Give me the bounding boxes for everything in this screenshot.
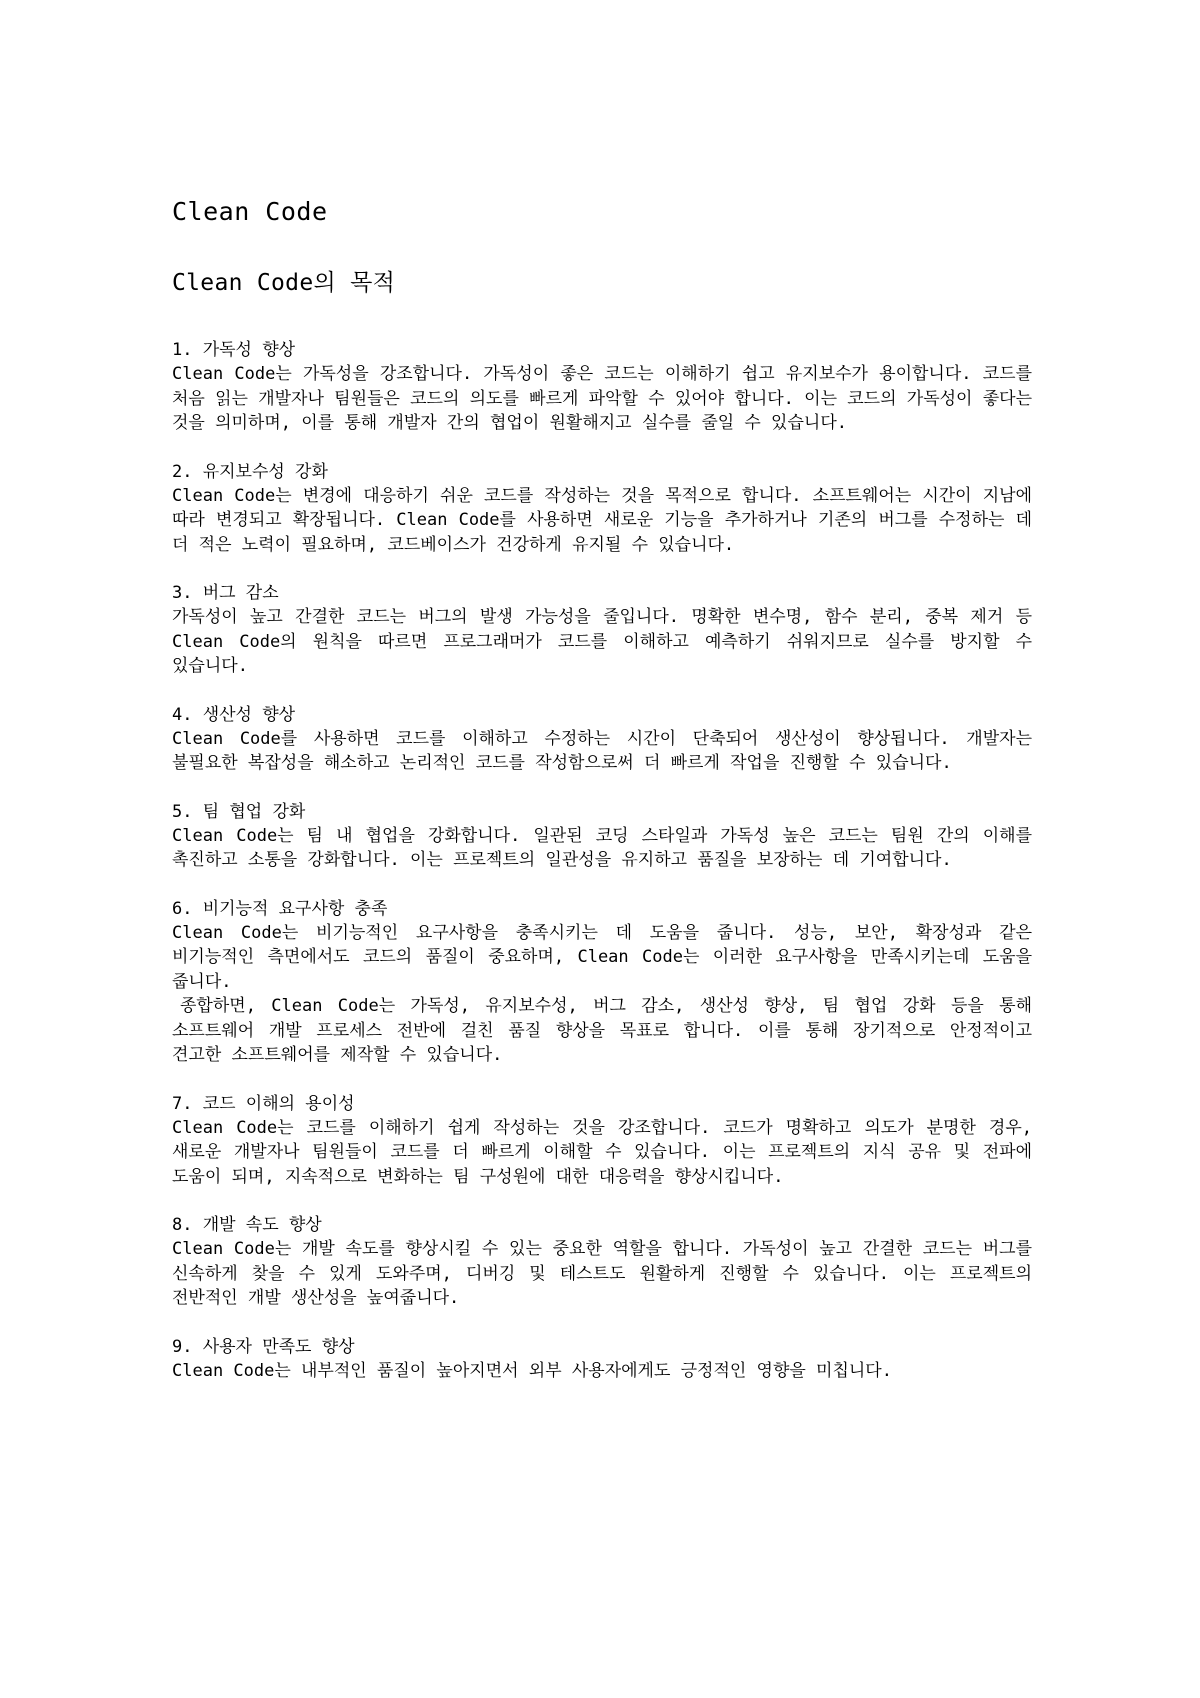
section-6 [172,897,1032,1068]
section-heading: 8. 개발 속도 향상 [172,1215,322,1235]
section-heading: 4. 생산성 향상 [172,704,296,725]
section-paragraph: Clean Code를 사용하면 코드를 이해하고 수정하는 시간이 단축되어 생산성이 향상됩니다. 개발자는 불필요한 복잡성을 해소하고 논리적인 코드를 작성함으로써 더 빠르게 작업을 진행할 수 있습니다. [172,728,1032,773]
summary-paragraph: 종합하면, Clean Code는 가독성, 유지보수성, 버그 감소, 생산성 향상, 팀 협업 강화 등을 통해 소프트웨어 개발 프로세스 전반에 걸친 품질 향상을 목표로 합니다. 이를 통해 장기적으로 안정적이고 견고한 소프트웨어를 제작할 수 있습니다. [172,996,1032,1065]
section-paragraph: Clean Code는 내부적인 품질이 높아지면서 외부 사용자에게도 긍정적인 영향을 미칩니다. [172,1360,892,1381]
section-heading: 7. 코드 이해의 용이성 [172,1093,355,1114]
section-7 [172,1092,1032,1190]
section-heading: 6. 비기능적 요구사항 충족 [172,898,388,919]
section-heading: 5. 팀 협업 강화 [172,801,306,822]
section-1 [172,338,1032,436]
section-5 [172,800,1032,873]
section-paragraph: Clean Code는 팀 내 협업을 강화합니다. 일관된 코딩 스타일과 가독성 높은 코드는 팀원 간의 이해를 촉진하고 소통을 강화합니다. 이는 프로젝트의 일관성을 유지하고 품질을 보장하는 데 기여합니다. [172,825,1032,870]
section-paragraph: Clean Code는 비기능적인 요구사항을 충족시키는 데 도움을 줍니다. 성능, 보안, 확장성과 같은 비기능적인 측면에서도 코드의 품질이 중요하며, Clean Code는 이러한 요구사항을 만족시키는데 도움을 줍니다. [172,922,1032,992]
section-2 [172,460,1032,558]
section-heading: 9. 사용자 만족도 향상 [172,1336,355,1357]
section-paragraph: Clean Code는 개발 속도를 향상시킬 수 있는 중요한 역할을 합니다. 가독성이 높고 간결한 코드는 버그를 신속하게 찾을 수 있게 도와주며, 디버깅 및 테스트도 원활하게 진행할 수 있습니다. 이는 프로젝트의 전반적인 개발 생산성을 높여줍니다. [172,1239,1032,1308]
document-page [172,196,1032,1407]
section-8 [172,1213,1032,1311]
section-heading: 3. 버그 감소 [172,583,279,603]
section-heading: 2. 유지보수성 강화 [172,461,328,482]
section-paragraph: Clean Code는 변경에 대응하기 쉬운 코드를 작성하는 것을 목적으로 합니다. 소프트웨어는 시간이 지남에 따라 변경되고 확장됩니다. Clean Code를 사용하면 새로운 기능을 추가하거나 기존의 버그를 수정하는 데 더 적은 노력이 필요하며, 코드베이스가 건강하게 유지될 수 있습니다. [172,485,1032,555]
section-3 [172,581,1032,679]
section-9 [172,1335,1032,1384]
section-heading: 1. 가독성 향상 [172,340,296,360]
section-paragraph: 가독성이 높고 간결한 코드는 버그의 발생 가능성을 줄입니다. 명확한 변수명, 함수 분리, 중복 제거 등 Clean Code의 원칙을 따르면 프로그래머가 코드를 이해하고 예측하기 쉬워지므로 실수를 방지할 수 있습니다. [172,607,1032,676]
section-paragraph: Clean Code는 가독성을 강조합니다. 가독성이 좋은 코드는 이해하기 쉽고 유지보수가 용이합니다. 코드를 처음 읽는 개발자나 팀원들은 코드의 의도를 빠르게 파악할 수 있어야 합니다. 이는 코드의 가독성이 좋다는 것을 의미하며, 이를 통해 개발자 간의 협업이 원활해지고 실수를 줄일 수 있습니다. [172,364,1032,433]
section-paragraph: Clean Code는 코드를 이해하기 쉽게 작성하는 것을 강조합니다. 코드가 명확하고 의도가 분명한 경우, 새로운 개발자나 팀원들이 코드를 더 빠르게 이해할 수 있습니다. 이는 프로젝트의 지식 공유 및 전파에 도움이 되며, 지속적으로 변화하는 팀 구성원에 대한 대응력을 향상시킵니다. [172,1117,1032,1187]
section-4 [172,703,1032,776]
document-title: Clean Code [172,197,328,226]
document-subtitle: Clean Code의 목적 [172,270,396,296]
